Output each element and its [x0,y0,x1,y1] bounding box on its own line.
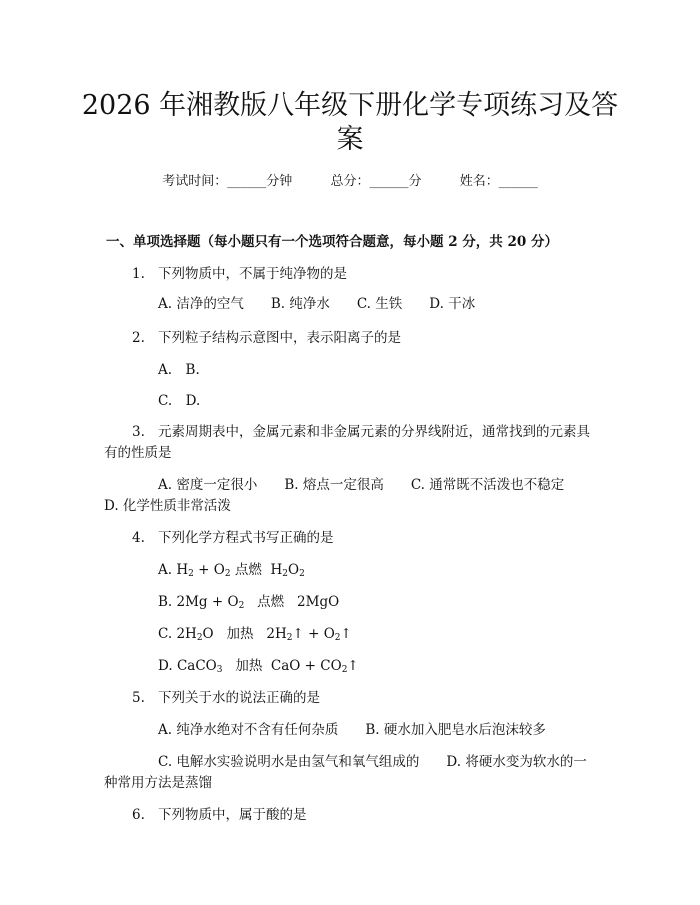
exam-score: 总分：______分 [330,174,422,189]
exam-time: 考试时间：______分钟 [162,174,293,189]
formula: CO [320,658,342,674]
equation-c [158,622,352,643]
formula: O [227,594,239,610]
subscript: 2 [299,569,305,579]
reaction-condition: 点燃 [257,594,285,610]
option-label: D. [158,658,173,674]
question-6 [132,803,307,823]
question-1-options: A. 洁净的空气 B. 纯净水 C. 生铁 D. 干冰 [158,296,476,312]
plus-sign: + [308,626,320,642]
question-number: 3. [132,424,145,440]
question-3-options-line2: D. 化学性质非常活泼 [104,498,231,514]
question-3-text-cont: 有的性质是 [104,445,172,461]
question-2-options-row2: C. D. [158,393,201,409]
question-5-options-line3: 种常用方法是蒸馏 [104,775,212,791]
gas-arrow: ↑ [292,626,304,642]
formula: 2MgO [297,594,340,610]
formula: H [176,562,189,578]
equation-a [158,558,305,579]
formula: 2H [266,626,287,642]
question-4 [132,526,334,546]
question-3-options-line1: A. 密度一定很小 B. 熔点一定很高 C. 通常既不活泼也不稳定 [158,477,565,493]
formula: 2H [176,626,197,642]
question-5-options-line1: A. 纯净水绝对不含有任何杂质 B. 硬水加入肥皂水后泡沫较多 [158,722,546,738]
student-name: 姓名：______ [459,174,538,189]
option-label: A. [158,562,173,578]
section-heading: 一、单项选择题（每小题只有一个选项符合题意，每小题 2 分，共 20 分） [106,234,558,250]
question-1 [132,262,347,282]
subscript: 3 [216,665,223,675]
formula: CaO [270,658,301,674]
formula: 2Mg [176,594,208,610]
formula: O [323,626,335,642]
gas-arrow: ↑ [347,658,359,674]
equation-b [158,590,339,611]
exam-info [0,170,700,189]
plus-sign: + [304,658,316,674]
formula: O [287,562,300,578]
reaction-condition: 加热 [226,626,254,642]
formula: O [202,626,214,642]
question-5-options-line2: C. 电解水实验说明水是由氢气和氧气组成的 D. 将硬水变为软水的一 [158,754,587,770]
formula: CaCO [176,658,217,674]
doc-title-line1: 2026 年湘教版八年级下册化学专项练习及答 [81,90,619,121]
subscript: 2 [282,569,288,579]
question-number: 4. [132,530,145,546]
subscript: 2 [286,633,293,643]
subscript: 2 [196,633,203,643]
question-text: 下列关于水的说法正确的是 [158,690,320,706]
question-2-options-row1: A. B. [158,362,200,378]
question-text: 下列粒子结构示意图中，表示阳离子的是 [158,330,401,346]
question-5 [132,686,320,706]
question-number: 5. [132,690,145,706]
reaction-condition: 加热 [235,658,263,674]
plus-sign: + [211,594,224,610]
subscript: 2 [238,601,245,611]
question-2 [132,326,401,346]
question-3 [132,420,590,440]
question-text: 下列化学方程式书写正确的是 [158,530,334,546]
question-text: 下列物质中，不属于纯净物的是 [158,266,347,282]
subscript: 2 [334,633,341,643]
subscript: 2 [188,569,194,579]
formula: H [270,562,283,578]
question-number: 2. [132,330,145,346]
subscript: 2 [224,569,231,579]
doc-title-line2: 案 [336,124,364,155]
question-number: 1. [132,266,145,282]
gas-arrow: ↑ [340,626,352,642]
question-number: 6. [132,807,145,823]
equation-d [158,654,359,675]
option-label: B. [158,594,173,610]
reaction-condition: 点燃 [234,562,262,578]
option-label: C. [158,626,173,642]
question-text: 下列物质中，属于酸的是 [158,807,307,823]
question-text: 元素周期表中，金属元素和非金属元素的分界线附近，通常找到的元素具 [158,424,590,440]
formula: O [213,562,225,578]
subscript: 2 [341,665,348,675]
plus-sign: + [198,562,210,578]
